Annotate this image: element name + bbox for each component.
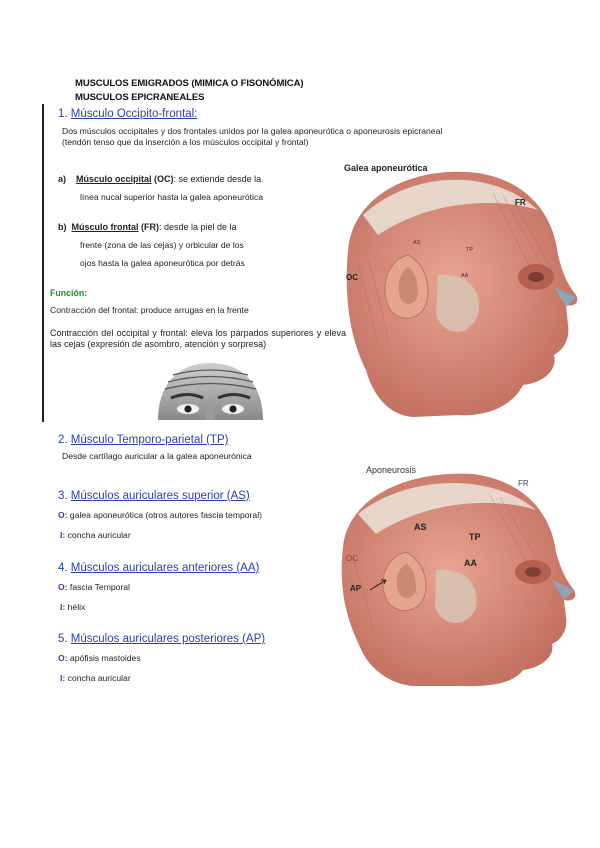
frontal-line-3: ojos hasta la galea aponeurótica por detrás [80, 258, 245, 268]
tp-label: TP [466, 247, 474, 253]
left-border-line [42, 104, 44, 422]
section-4-number: 4. [58, 562, 71, 574]
oc-label: OC [346, 554, 358, 563]
as-label: AS [414, 522, 427, 532]
frontal-line-1 [58, 222, 358, 232]
as-label: AS [413, 240, 421, 246]
occipital-name: Músculo occipital [76, 174, 152, 184]
frontal-line-2: frente (zona de las cejas) y orbicular de los [80, 240, 244, 250]
insertion-label: I: [60, 530, 66, 540]
section-5-insertion [60, 673, 131, 683]
section-2-number: 2. [58, 434, 71, 446]
section-4-origin [58, 582, 130, 592]
section-4-insertion [60, 602, 85, 612]
origin-label: O: [58, 653, 68, 663]
section-1-heading [58, 108, 197, 120]
head-muscles-illustration-2 [318, 462, 586, 687]
function-occipital-frontal: Contracción del occipital y frontal: eleva los párpados superiores y eleva las cejas (expresión de asombro, atención y sorpresa) [50, 328, 346, 349]
frontal-name: Músculo frontal [71, 222, 139, 232]
fr-label: FR [515, 198, 526, 207]
occipital-abbr: (OC) [151, 174, 174, 184]
oc-label: OC [346, 273, 358, 282]
section-1-number: 1. [58, 108, 71, 120]
section-2-title: Músculo Temporo-parietal (TP) [70, 434, 229, 446]
galea-label: Galea aponeurótica [344, 163, 428, 173]
section-5-title: Músculos auriculares posteriores (AP) [70, 633, 266, 645]
insertion-label: I: [60, 673, 66, 683]
section-1-desc-2: (tendón tenso que da inserción a los músculos occipital y frontal) [62, 137, 309, 147]
section-3-number: 3. [58, 490, 71, 502]
tp-label: TP [469, 532, 481, 542]
section-5-number: 5. [58, 633, 71, 645]
item-b-prefix: b) [58, 222, 67, 232]
head-muscles-illustration-1 [318, 155, 586, 425]
frontal-text-1: : desde la piel de la [159, 222, 237, 232]
ap-label: AP [350, 584, 362, 593]
origin-text: fascia Temporal [67, 582, 130, 592]
section-4-title: Músculos auriculares anteriores (AA) [70, 562, 260, 574]
occipital-line-1 [58, 174, 358, 184]
origin-text: galea aponeurótica (otros autores fascia temporal) [67, 510, 262, 520]
aponeurosis-label: Aponeurosis [366, 465, 417, 475]
insertion-text: concha auricular [65, 673, 131, 683]
section-3-origin [58, 510, 262, 520]
occipital-line-2: línea nucal superior hasta la galea aponeurótica [80, 192, 263, 202]
insertion-text: concha auricular [65, 530, 131, 540]
origin-label: O: [58, 510, 68, 520]
origin-text: apófisis mastoides [67, 653, 141, 663]
fr-label: FR [518, 479, 529, 488]
section-4-heading [58, 562, 259, 574]
section-5-heading [58, 633, 265, 645]
section-3-title: Músculos auriculares superior (AS) [70, 490, 250, 502]
insertion-text: hélix [65, 602, 86, 612]
frontal-abbr: (FR) [138, 222, 160, 232]
section-1-title: Músculo Occipito-frontal: [70, 108, 198, 120]
insertion-label: I: [60, 602, 66, 612]
item-a-prefix: a) [58, 174, 67, 184]
function-frontal: Contracción del frontal: produce arrugas en la frente [50, 305, 249, 315]
aa-label: AA [461, 273, 469, 279]
section-2-desc: Desde cartílago auricular a la galea aponeurónica [62, 451, 252, 461]
forehead-photo [153, 360, 268, 420]
section-3-insertion [60, 530, 131, 540]
section-1-desc-1: Dos músculos occipitales y dos frontales unidos por la galea aponeurótica o aponeurosis epicraneal [62, 126, 443, 136]
document-subtitle: MUSCULOS EPICRANEALES [75, 92, 205, 103]
section-3-heading [58, 490, 250, 502]
origin-label: O: [58, 582, 68, 592]
occipital-text-1: : se extiende desde la [173, 174, 262, 184]
section-2-heading [58, 434, 228, 446]
aa-label: AA [464, 558, 477, 568]
function-label: Función: [50, 288, 88, 298]
section-5-origin [58, 653, 141, 663]
document-title: MUSCULOS EMIGRADOS (MIMICA O FISONÓMICA) [75, 78, 304, 89]
